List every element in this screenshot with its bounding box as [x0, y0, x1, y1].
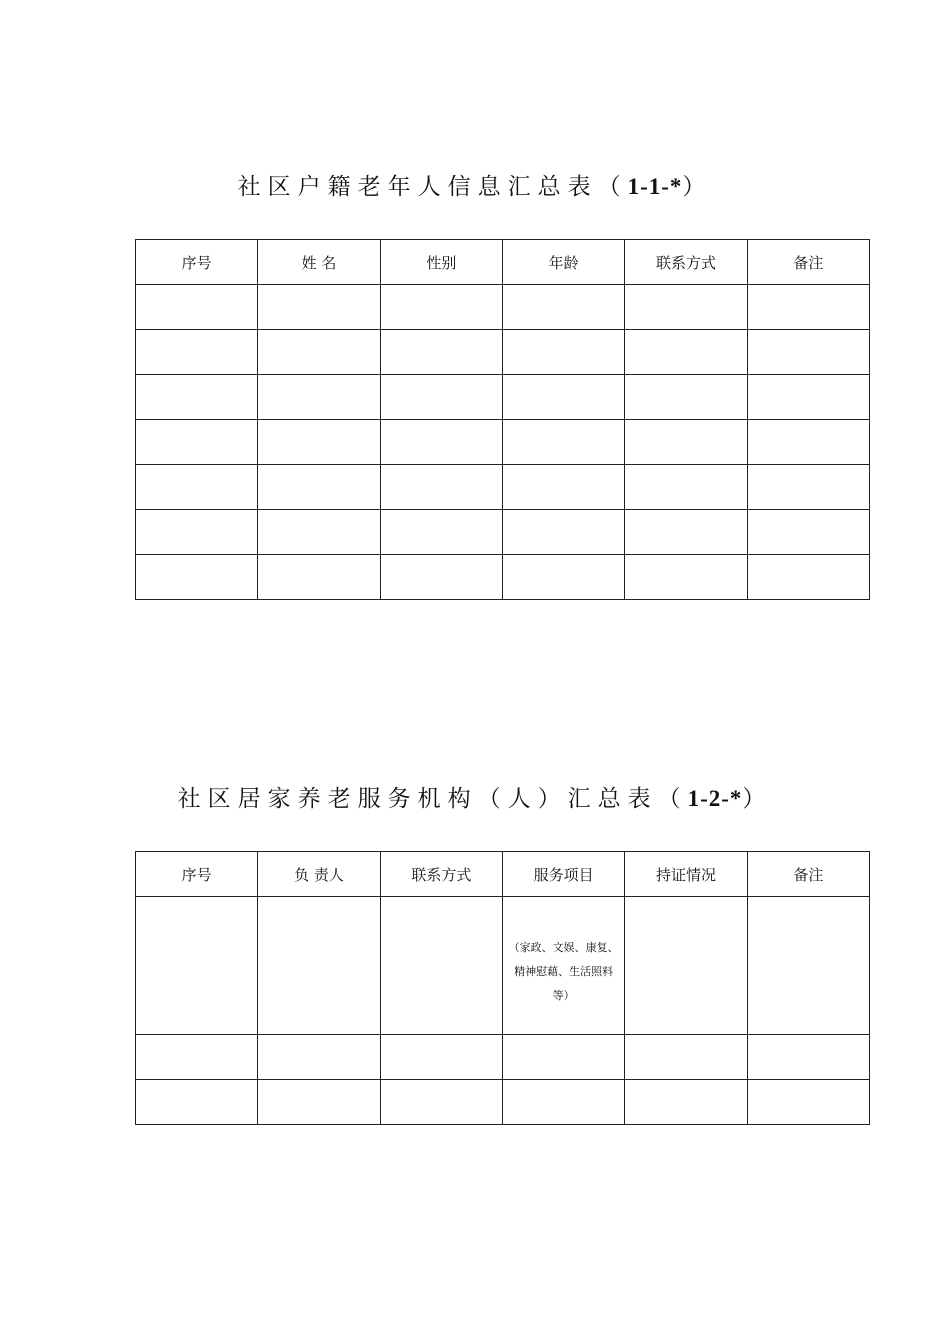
cell — [625, 555, 747, 600]
table1-code: 1-1-* — [627, 174, 683, 199]
table2-title-text: 社区居家养老服务机构（人）汇总表（ — [177, 786, 688, 812]
cell — [136, 330, 258, 375]
cell — [258, 510, 380, 555]
cell — [502, 555, 624, 600]
cell — [380, 897, 502, 1035]
cell — [625, 510, 747, 555]
table-header-row — [136, 240, 870, 285]
cell — [258, 285, 380, 330]
table-row — [136, 285, 870, 330]
cell — [380, 555, 502, 600]
cell — [747, 420, 869, 465]
cell — [380, 1080, 502, 1125]
cell — [136, 510, 258, 555]
cell — [747, 555, 869, 600]
table2-code: 1-2-* — [687, 786, 743, 811]
cell — [258, 330, 380, 375]
cell — [747, 897, 869, 1035]
cell — [747, 465, 869, 510]
cell — [502, 510, 624, 555]
header-cell: 序号 — [136, 240, 258, 285]
cell — [502, 375, 624, 420]
header-cell: 持证情况 — [625, 852, 747, 897]
cell — [747, 1080, 869, 1125]
cell — [380, 465, 502, 510]
cell — [136, 555, 258, 600]
header-cell: 备注 — [747, 240, 869, 285]
cell — [502, 285, 624, 330]
header-cell: 联系方式 — [380, 852, 502, 897]
cell — [258, 897, 380, 1035]
cell — [380, 510, 502, 555]
table-row — [136, 1035, 870, 1080]
cell — [502, 465, 624, 510]
cell — [136, 1080, 258, 1125]
cell — [136, 375, 258, 420]
table-row — [136, 1080, 870, 1125]
cell — [747, 510, 869, 555]
cell — [502, 420, 624, 465]
cell — [625, 330, 747, 375]
table-row — [136, 897, 870, 1035]
header-cell: 序号 — [136, 852, 258, 897]
cell — [747, 285, 869, 330]
cell — [136, 897, 258, 1035]
table-row — [136, 510, 870, 555]
cell — [380, 375, 502, 420]
header-cell: 负 责人 — [258, 852, 380, 897]
cell — [625, 375, 747, 420]
cell — [502, 1035, 624, 1080]
cell — [258, 1080, 380, 1125]
table-row — [136, 375, 870, 420]
cell — [502, 330, 624, 375]
header-cell: 服务项目 — [502, 852, 624, 897]
cell — [380, 330, 502, 375]
header-cell: 性别 — [380, 240, 502, 285]
table-row — [136, 330, 870, 375]
header-cell: 姓 名 — [258, 240, 380, 285]
table2-title-close: ） — [742, 786, 773, 812]
header-cell: 年龄 — [502, 240, 624, 285]
cell — [502, 1080, 624, 1125]
table1-title-close: ） — [682, 174, 713, 200]
cell — [258, 420, 380, 465]
cell — [380, 420, 502, 465]
table1-title-text: 社区户籍老年人信息汇总表（ — [237, 174, 628, 200]
cell — [747, 1035, 869, 1080]
table-row — [136, 555, 870, 600]
cell — [136, 1035, 258, 1080]
cell — [625, 285, 747, 330]
cell — [136, 420, 258, 465]
cell — [625, 420, 747, 465]
cell — [625, 465, 747, 510]
table1-title — [0, 168, 950, 201]
table-row — [136, 465, 870, 510]
cell — [502, 897, 624, 1035]
elderly-info-table — [135, 239, 870, 600]
cell — [625, 1080, 747, 1125]
table-row — [136, 420, 870, 465]
table2-title — [0, 780, 950, 813]
cell — [136, 285, 258, 330]
cell — [380, 1035, 502, 1080]
cell — [258, 1035, 380, 1080]
cell — [747, 330, 869, 375]
cell — [258, 465, 380, 510]
header-cell: 备注 — [747, 852, 869, 897]
service-items-note: （家政、文娱、康复、精神慰藉、生活照料等） — [508, 940, 619, 1002]
cell — [380, 285, 502, 330]
service-provider-table — [135, 851, 870, 1125]
header-cell: 联系方式 — [625, 240, 747, 285]
cell — [747, 375, 869, 420]
table-header-row — [136, 852, 870, 897]
cell — [136, 465, 258, 510]
cell — [258, 375, 380, 420]
cell — [258, 555, 380, 600]
cell — [625, 897, 747, 1035]
cell — [625, 1035, 747, 1080]
